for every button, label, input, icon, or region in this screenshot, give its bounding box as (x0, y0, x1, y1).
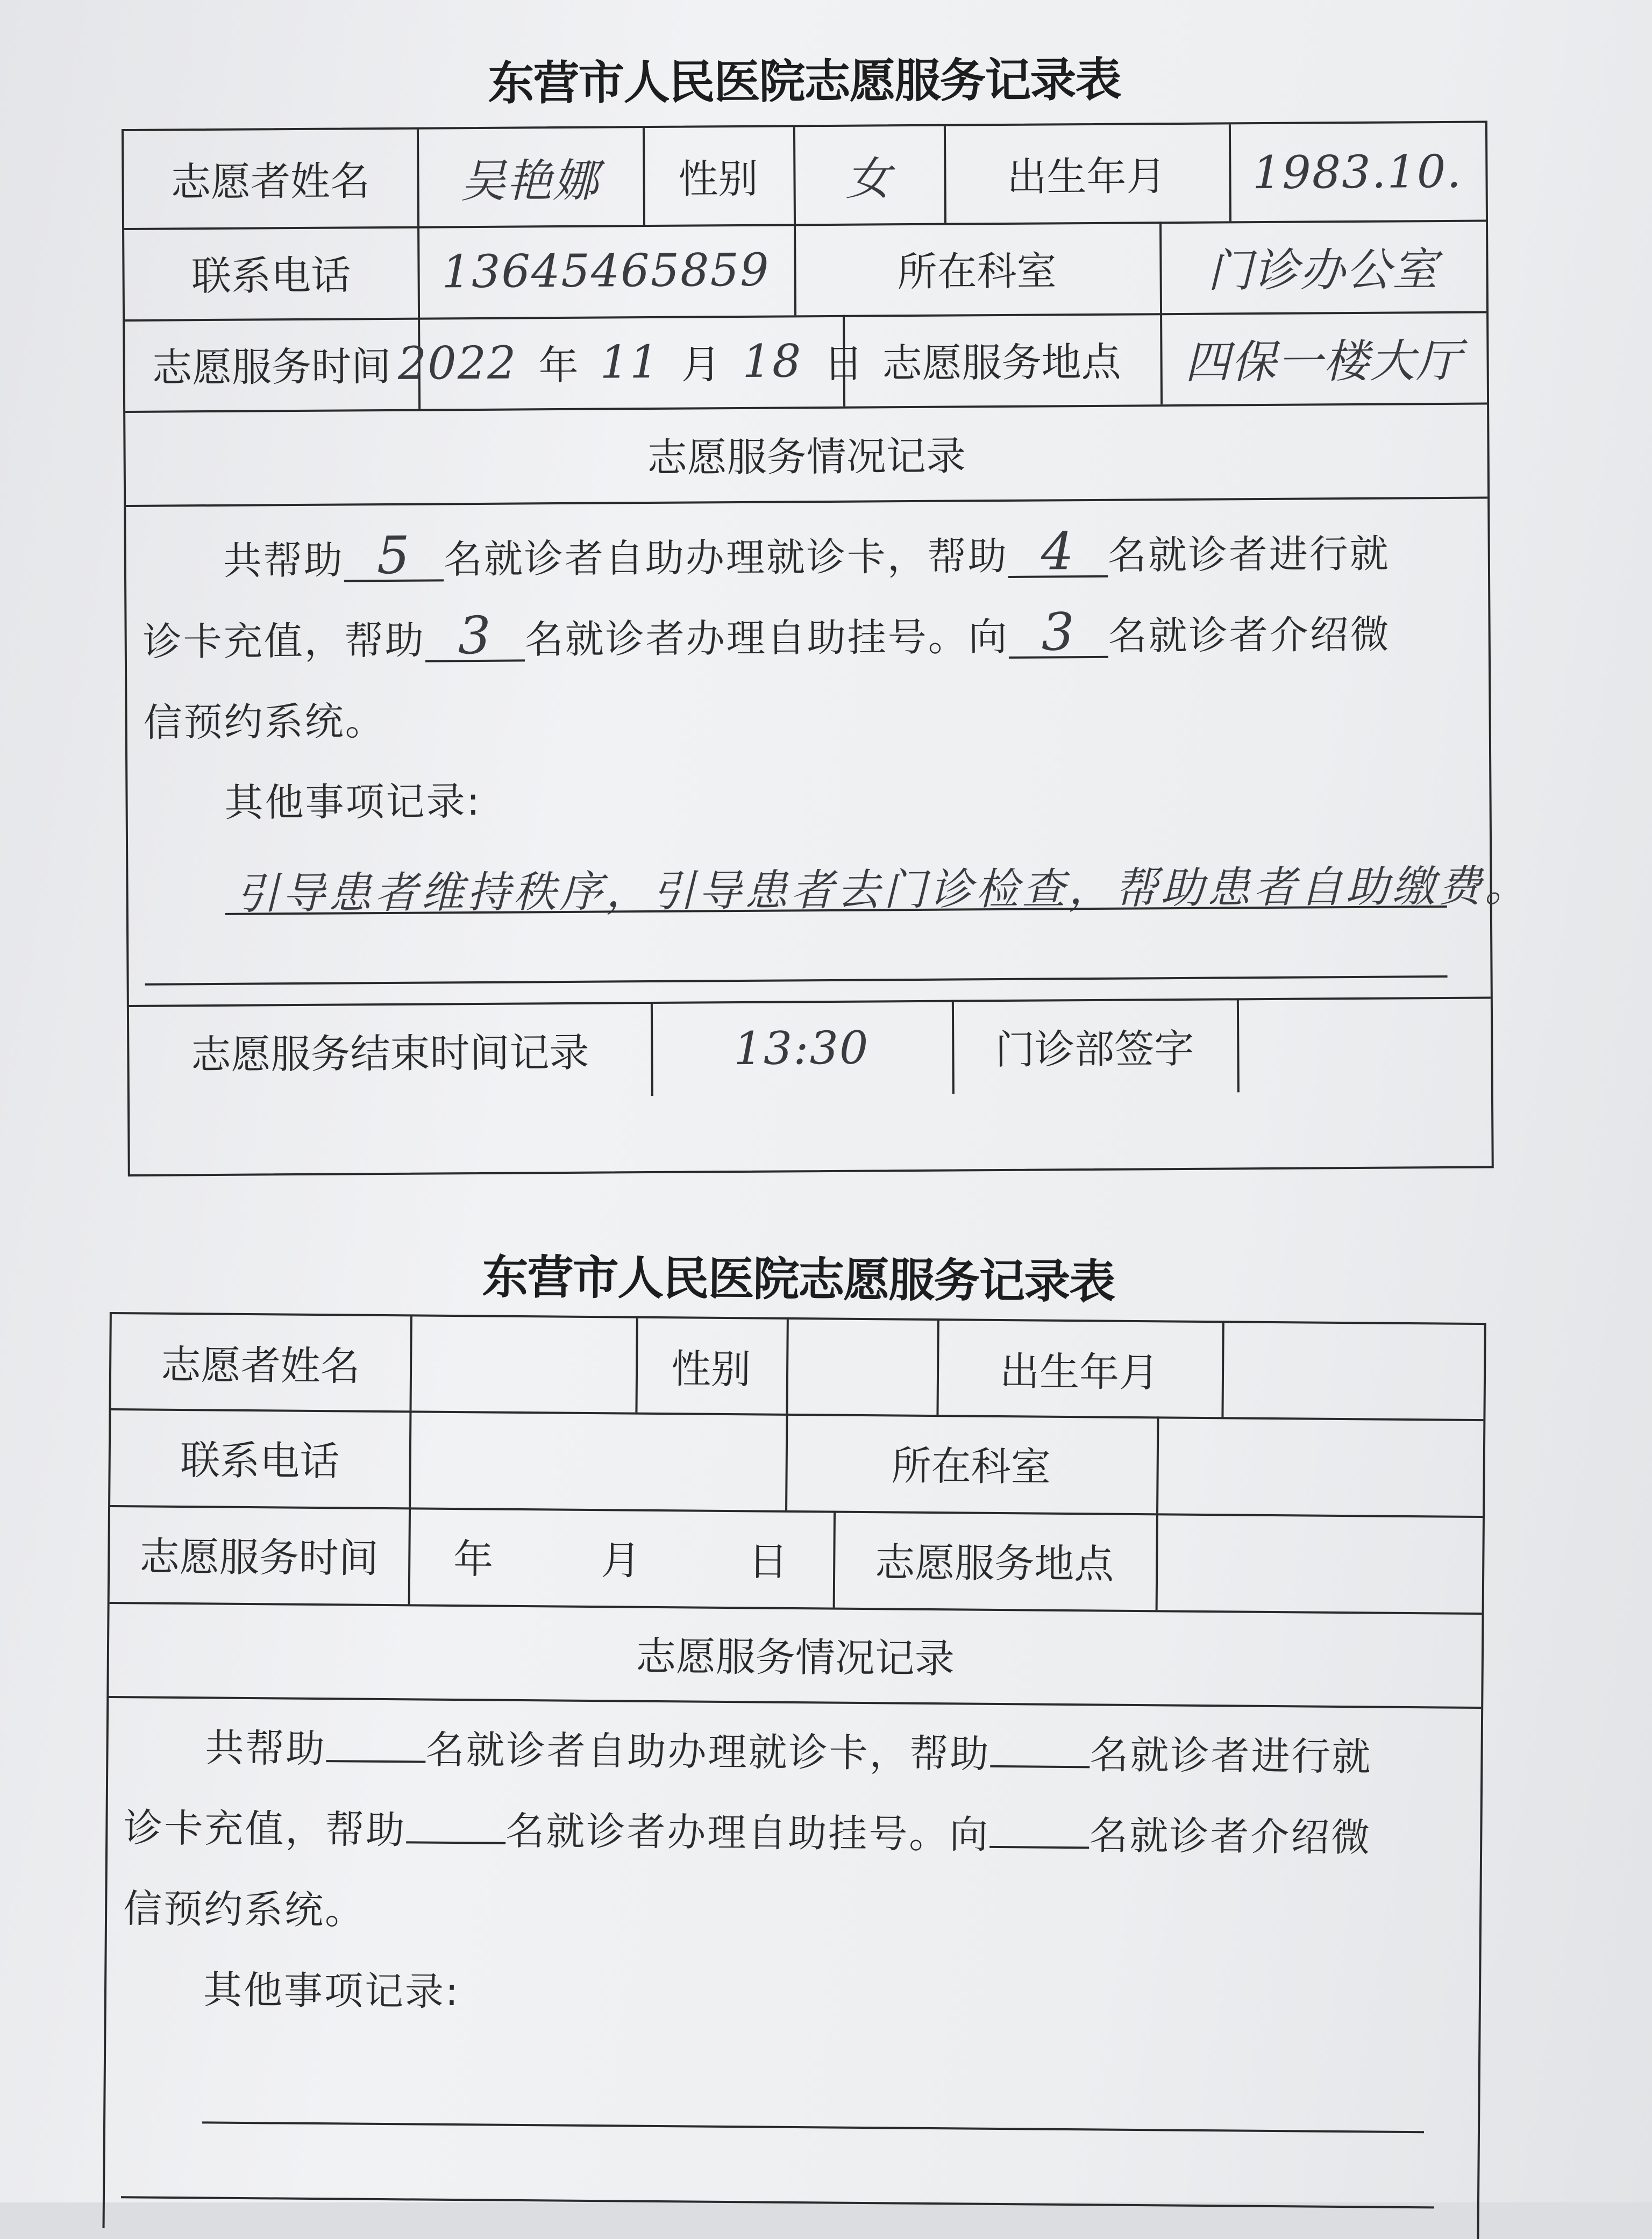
label-signature: 门诊部签字 (952, 998, 1240, 1094)
row-basic-info (124, 123, 1486, 230)
volunteer-record-form-blank (103, 1237, 1487, 2213)
blank-wechat-count[interactable] (989, 1798, 1090, 1849)
row-service-time (125, 311, 1487, 412)
value-service-date (397, 315, 864, 409)
value-wechat-count: 3 (1041, 602, 1076, 662)
label-department: 所在科室 (785, 1414, 1159, 1513)
value-card-count: 5 (376, 525, 411, 586)
label-service-time: 志愿服务时间 (125, 318, 421, 411)
label-service-time: 志愿服务时间 (110, 1505, 411, 1604)
value-service-place[interactable] (1156, 1513, 1483, 1613)
blank-recharge-count[interactable] (990, 1717, 1090, 1768)
label-service-place: 志愿服务地点 (833, 1511, 1158, 1610)
label-volunteer-name: 志愿者姓名 (111, 1314, 412, 1410)
para-text-6: 名就诊者介绍微 (1108, 611, 1391, 659)
label-end-time: 志愿服务结束时间记录 (129, 1002, 653, 1099)
value-end-time: 13:30 (651, 1000, 955, 1096)
form-table (103, 1312, 1486, 2239)
unit-year: 年 (453, 1536, 494, 1583)
blank-card-count[interactable] (326, 1712, 426, 1763)
label-phone: 联系电话 (110, 1408, 411, 1507)
note-underline-1[interactable] (202, 2121, 1424, 2133)
value-volunteer-name: 吴艳娜 (417, 128, 645, 226)
form-title: 东营市人民医院志愿服务记录表 (488, 52, 1121, 111)
form-title: 东营市人民医院志愿服务记录表 (482, 1250, 1115, 1309)
row-record-header (125, 402, 1487, 507)
value-register-count: 3 (458, 605, 493, 666)
row-contact (110, 1408, 1483, 1518)
row-basic-info (111, 1314, 1484, 1421)
value-year: 2022 (397, 336, 517, 390)
blank-card-count (344, 525, 444, 586)
value-phone[interactable] (409, 1410, 788, 1510)
value-other-note: 引导患者维持秩序，引导患者去门诊检查，帮助患者自助缴费。 (236, 861, 1531, 919)
note-underline-2 (145, 975, 1448, 986)
label-record-header: 志愿服务情况记录 (636, 1633, 955, 1682)
para-text-2: 名就诊者自助办理就诊卡，帮助 (443, 533, 1009, 582)
value-department[interactable] (1156, 1416, 1483, 1516)
value-recharge-count: 4 (1041, 521, 1076, 582)
value-gender: 女 (793, 126, 946, 224)
label-other-items: 其他事项记录: (203, 1967, 460, 2015)
para-text-4: 诊卡充值，帮助 (124, 1805, 407, 1853)
value-birth: 1983.10. (1252, 145, 1463, 199)
label-record-header: 志愿服务情况记录 (647, 432, 966, 481)
para-text-3: 名就诊者进行就 (1090, 1732, 1372, 1780)
value-service-date[interactable] (408, 1507, 836, 1607)
para-text-5: 名就诊者办理自助挂号。向 (505, 1808, 990, 1857)
value-department: 门诊办公室 (1207, 243, 1439, 297)
para-text-7: 信预约系统。 (123, 1886, 366, 1933)
row-record-header (109, 1602, 1482, 1709)
blank-wechat-count (1008, 602, 1108, 662)
para-text-2: 名就诊者自助办理就诊卡，帮助 (425, 1727, 991, 1777)
row-contact (124, 220, 1486, 322)
value-birth[interactable] (1221, 1323, 1484, 1419)
blank-register-count (425, 605, 525, 666)
label-department: 所在科室 (794, 222, 1162, 315)
unit-year: 年 (538, 342, 579, 389)
label-birth: 出生年月 (944, 124, 1231, 223)
row-record-body (126, 496, 1531, 1007)
unit-day: 日 (823, 340, 864, 388)
value-gender[interactable] (786, 1320, 939, 1415)
label-birth: 出生年月 (936, 1321, 1224, 1417)
row-service-time (110, 1505, 1483, 1615)
unit-month: 月 (600, 1537, 641, 1584)
row-record-body (105, 1696, 1482, 2239)
value-volunteer-name[interactable] (409, 1316, 638, 1412)
form-table (122, 120, 1531, 1176)
label-gender: 性别 (643, 127, 796, 225)
row-end-time (129, 996, 1491, 1099)
value-phone: 13645465859 (417, 224, 796, 317)
value-month: 11 (600, 335, 660, 389)
unit-day: 日 (747, 1538, 788, 1585)
value-service-place: 四保一楼大厅 (1184, 334, 1463, 389)
label-volunteer-name: 志愿者姓名 (124, 130, 419, 228)
blank-register-count[interactable] (406, 1793, 506, 1844)
label-gender: 性别 (635, 1318, 788, 1414)
blank-recharge-count (1008, 521, 1108, 582)
para-text-1: 共帮助 (223, 537, 345, 583)
para-text-4: 诊卡充值，帮助 (143, 617, 426, 665)
para-text-7: 信预约系统。 (143, 698, 386, 745)
label-service-place: 志愿服务地点 (843, 313, 1163, 407)
label-phone: 联系电话 (124, 226, 420, 319)
record-paragraph (122, 1707, 1465, 2040)
para-text-3: 名就诊者进行就 (1107, 531, 1391, 578)
para-text-1: 共帮助 (205, 1725, 326, 1772)
para-text-5: 名就诊者办理自助挂号。向 (524, 614, 1009, 662)
value-signature (1237, 996, 1491, 1092)
value-day: 18 (742, 334, 802, 388)
record-paragraph (142, 513, 1473, 844)
volunteer-record-form-filled (121, 40, 1531, 1139)
label-other-items: 其他事项记录: (224, 778, 482, 825)
para-text-6: 名就诊者介绍微 (1089, 1813, 1372, 1860)
unit-month: 月 (681, 341, 721, 388)
